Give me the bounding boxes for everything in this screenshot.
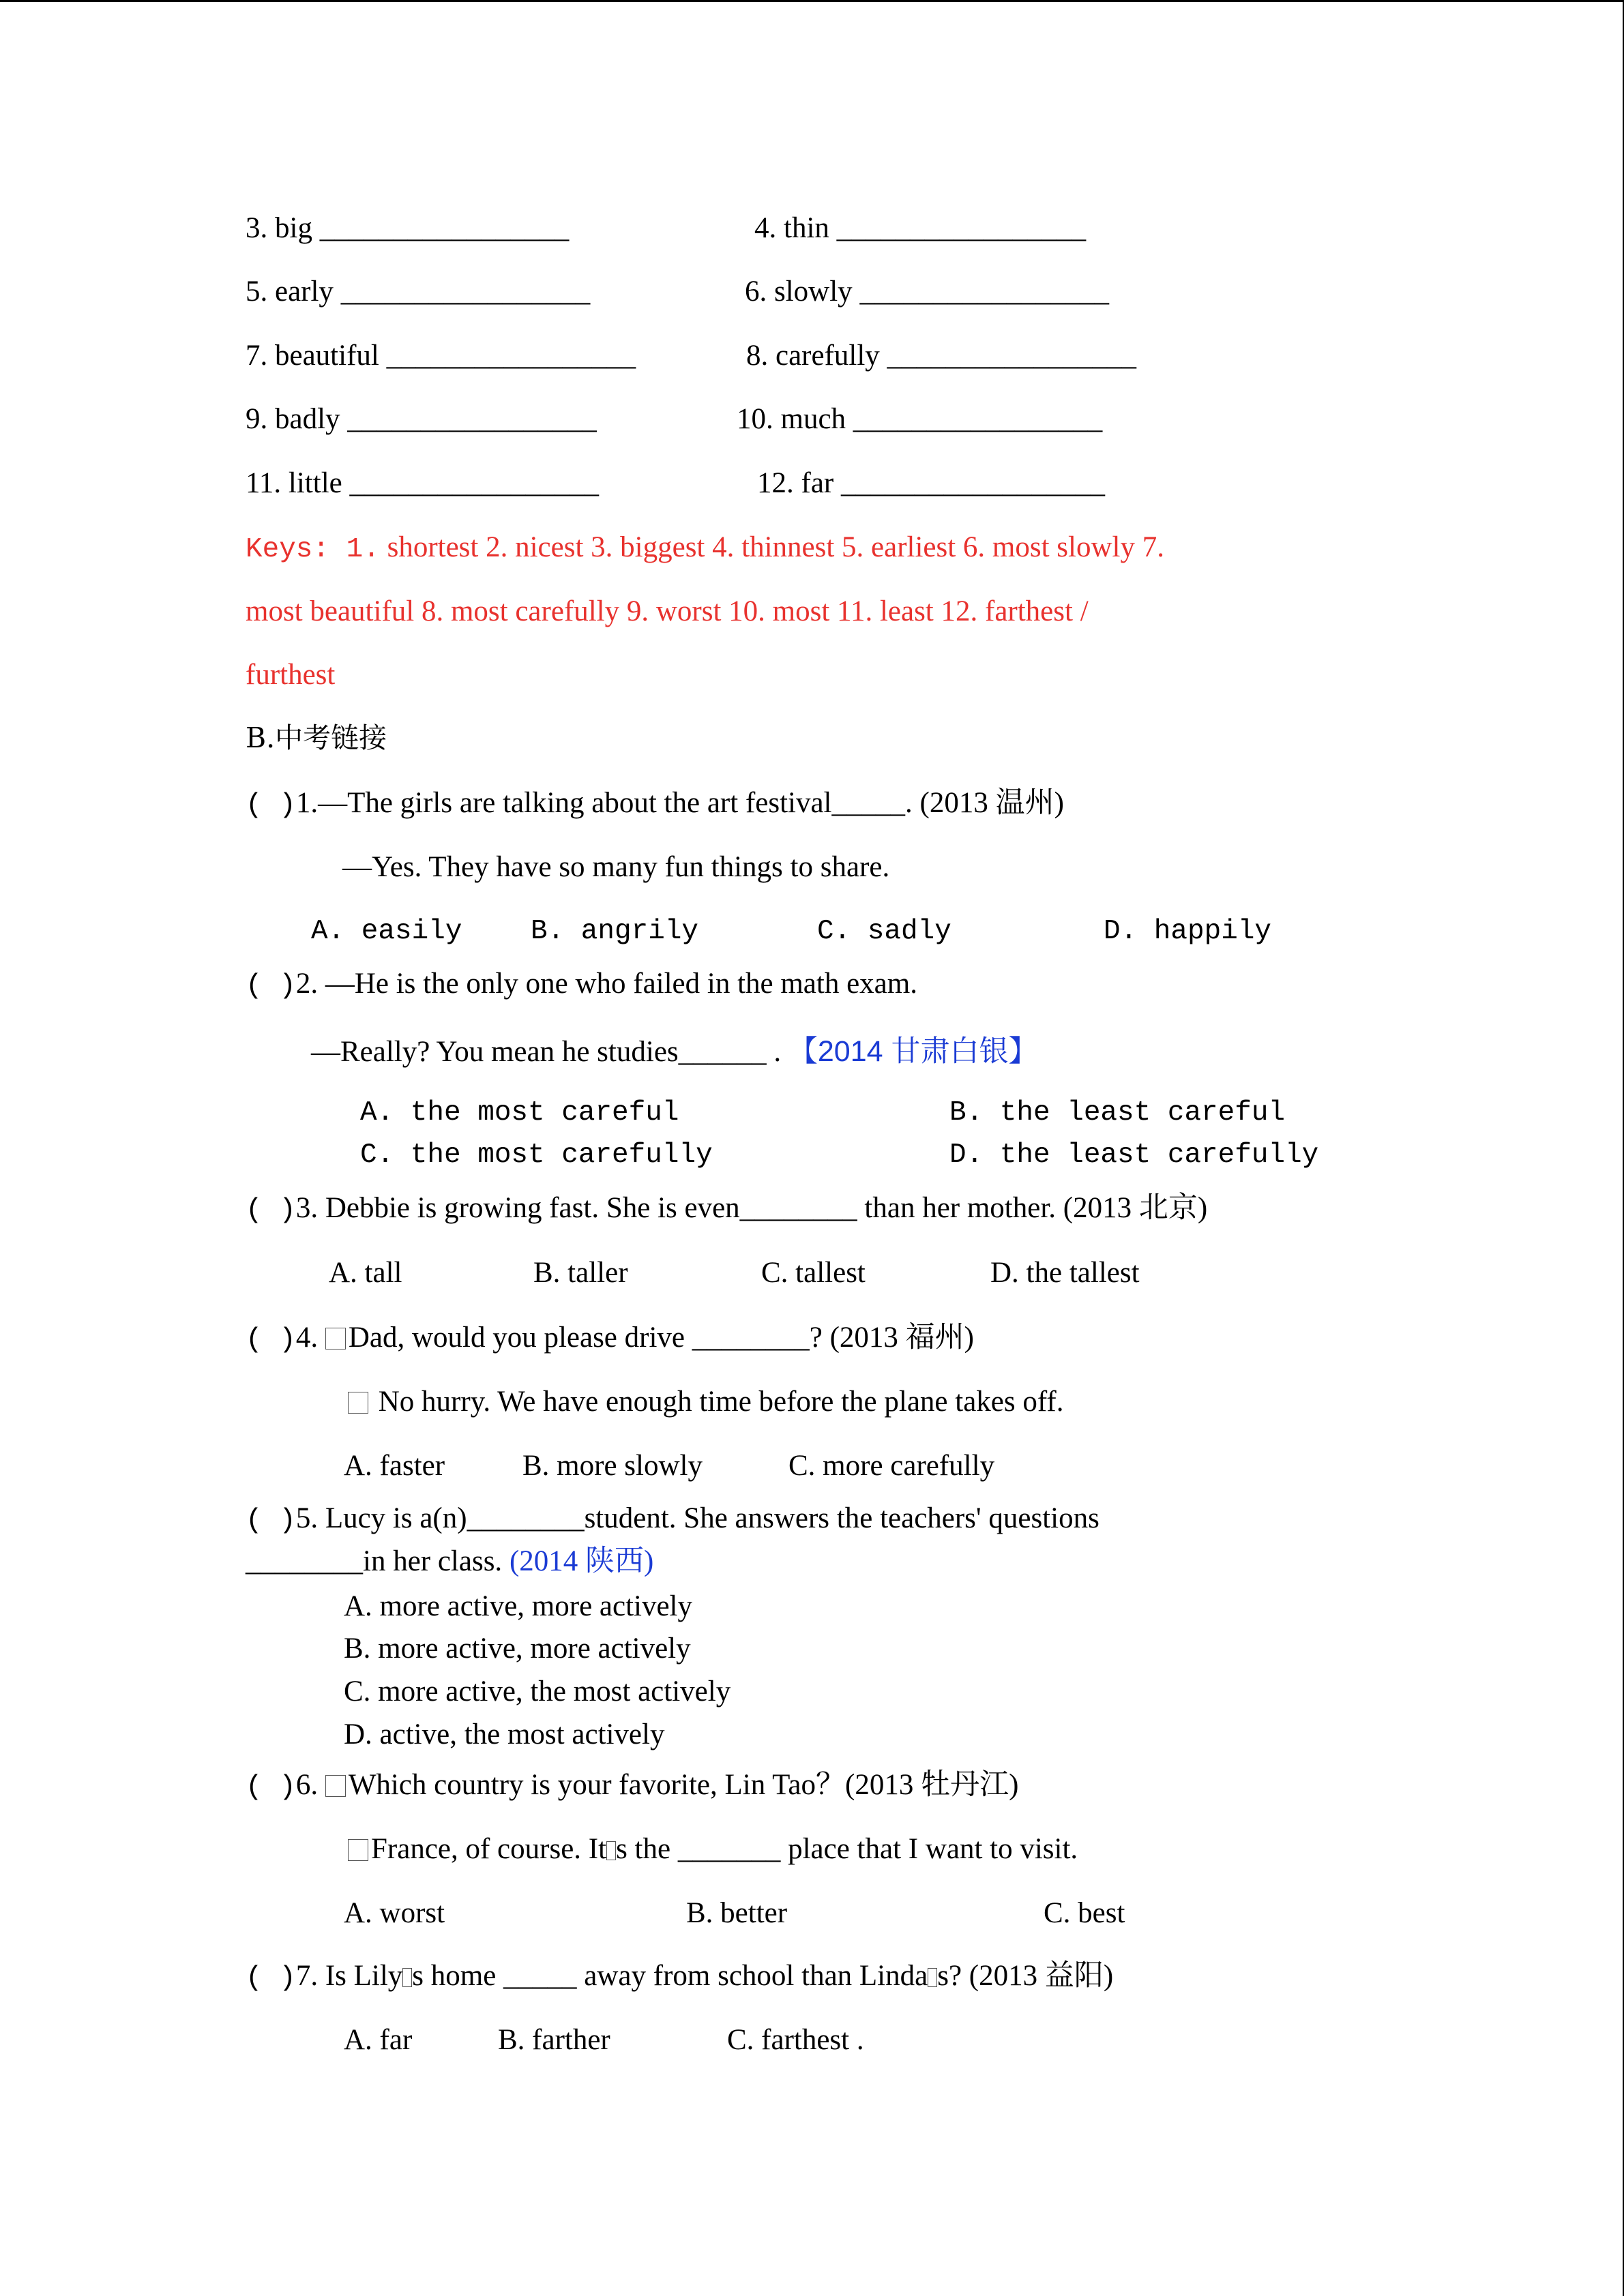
question-1: ( )1.—The girls are talking about the art festival_____. (2013 温州) bbox=[246, 787, 1064, 821]
question-3-option-b[interactable]: B. taller bbox=[533, 1257, 628, 1289]
question-2-reply: —Really? You mean he studies______ . 【2014 甘肃白银】 bbox=[311, 1035, 1038, 1068]
question-source: (2013 北京) bbox=[1063, 1192, 1208, 1224]
question-7-option-c[interactable]: C. farthest . bbox=[727, 2024, 864, 2056]
question-6-option-b[interactable]: B. better bbox=[686, 1897, 788, 1929]
answer-blank[interactable]: _________________ bbox=[349, 467, 599, 499]
question-4-option-c[interactable]: C. more carefully bbox=[788, 1450, 995, 1482]
item-5: 5. early _________________ bbox=[246, 275, 591, 308]
question-1-option-c[interactable]: C. sadly bbox=[817, 916, 951, 947]
answer-paren[interactable]: ( ) bbox=[246, 1772, 296, 1803]
answer-keys-line-2: most beautiful 8. most carefully 9. worst 10. most 11. least 12. farthest / bbox=[246, 595, 1089, 627]
answer-paren[interactable]: ( ) bbox=[246, 1324, 296, 1356]
question-2-option-c[interactable]: C. the most carefully bbox=[360, 1139, 713, 1171]
item-8: 8. carefully _________________ bbox=[746, 340, 1137, 372]
answer-blank[interactable]: _________________ bbox=[887, 340, 1137, 372]
question-7-option-a[interactable]: A. far bbox=[344, 2024, 413, 2056]
page-top-border bbox=[0, 0, 1624, 2]
question-5-continued: ________in her class. (2014 陕西) bbox=[246, 1545, 654, 1577]
item-12: 12. far __________________ bbox=[757, 467, 1105, 499]
item-3: 3. big _________________ bbox=[246, 212, 570, 244]
question-4-option-a[interactable]: A. faster bbox=[344, 1450, 445, 1482]
question-5: ( )5. Lucy is a(n)________student. She answers the teachers' questions bbox=[246, 1502, 1099, 1536]
answer-paren[interactable]: ( ) bbox=[246, 1505, 296, 1536]
missing-glyph-icon bbox=[348, 1839, 368, 1861]
question-5-option-a[interactable]: A. more active, more actively bbox=[344, 1590, 693, 1622]
item-11: 11. little _________________ bbox=[246, 467, 599, 499]
missing-glyph-icon bbox=[402, 1968, 412, 1987]
question-3-option-d[interactable]: D. the tallest bbox=[990, 1257, 1140, 1289]
missing-glyph-icon bbox=[928, 1968, 937, 1987]
question-5-option-d[interactable]: D. active, the most actively bbox=[344, 1718, 665, 1750]
item-7: 7. beautiful _________________ bbox=[246, 340, 636, 372]
answer-paren[interactable]: ( ) bbox=[246, 970, 296, 1002]
answer-paren[interactable]: ( ) bbox=[246, 1963, 296, 1994]
answer-blank[interactable]: _________________ bbox=[836, 212, 1087, 244]
answer-blank[interactable]: _________________ bbox=[340, 275, 591, 308]
question-4-option-b[interactable]: B. more slowly bbox=[522, 1450, 703, 1482]
question-3-option-c[interactable]: C. tallest bbox=[761, 1257, 866, 1289]
answer-blank[interactable]: _________________ bbox=[853, 403, 1103, 435]
item-6: 6. slowly _________________ bbox=[745, 275, 1109, 308]
question-source: 【2014 甘肃白银】 bbox=[788, 1035, 1038, 1068]
missing-glyph-icon bbox=[325, 1775, 346, 1797]
question-3: ( )3. Debbie is growing fast. She is even________ than her mother. (2013 北京) bbox=[246, 1192, 1208, 1226]
missing-glyph-icon bbox=[348, 1392, 368, 1414]
question-7: ( )7. Is Lily s home _____ away from school than Linda s? (2013 益阳) bbox=[246, 1960, 1114, 1994]
answer-keys-line-3: furthest bbox=[246, 659, 336, 691]
answer-blank[interactable]: _________________ bbox=[386, 340, 636, 372]
question-4-reply: No hurry. We have enough time before the plane takes off. bbox=[348, 1387, 1063, 1416]
question-source: (2014 陕西) bbox=[509, 1545, 654, 1577]
question-1-option-d[interactable]: D. happily bbox=[1104, 916, 1272, 947]
question-6-reply: France, of course. It s the _______ place that I want to visit. bbox=[348, 1834, 1078, 1864]
question-4: ( )4. Dad, would you please drive ________? (2013 福州) bbox=[246, 1322, 974, 1356]
question-2: ( )2. —He is the only one who failed in the math exam. bbox=[246, 968, 917, 1002]
question-6-option-a[interactable]: A. worst bbox=[344, 1897, 445, 1929]
question-5-option-b[interactable]: B. more active, more actively bbox=[344, 1632, 691, 1665]
keys-prefix: Keys: 1. bbox=[246, 534, 380, 565]
missing-glyph-icon bbox=[606, 1841, 616, 1860]
answer-paren[interactable]: ( ) bbox=[246, 790, 296, 821]
answer-blank[interactable]: _________________ bbox=[319, 212, 570, 244]
item-9: 9. badly _________________ bbox=[246, 403, 597, 435]
question-2-option-a[interactable]: A. the most careful bbox=[360, 1097, 679, 1129]
question-6-option-c[interactable]: C. best bbox=[1044, 1897, 1125, 1929]
question-6: ( )6. Which country is your favorite, Lin Tao？(2013 牡丹江) bbox=[246, 1769, 1019, 1803]
question-2-option-d[interactable]: D. the least carefully bbox=[949, 1139, 1319, 1171]
missing-glyph-icon bbox=[325, 1328, 346, 1350]
answer-keys-line-1: Keys: 1. shortest 2. nicest 3. biggest 4. thinnest 5. earliest 6. most slowly 7. bbox=[246, 531, 1164, 565]
question-3-option-a[interactable]: A. tall bbox=[329, 1257, 402, 1289]
item-10: 10. much _________________ bbox=[737, 403, 1103, 435]
question-source: (2013 温州) bbox=[919, 787, 1064, 819]
question-5-option-c[interactable]: C. more active, the most actively bbox=[344, 1675, 731, 1708]
question-7-option-b[interactable]: B. farther bbox=[498, 2024, 610, 2056]
answer-blank[interactable]: _________________ bbox=[859, 275, 1109, 308]
question-1-reply: —Yes. They have so many fun things to share. bbox=[342, 851, 890, 883]
answer-paren[interactable]: ( ) bbox=[246, 1195, 296, 1226]
item-4: 4. thin _________________ bbox=[754, 212, 1087, 244]
question-source: (2013 益阳) bbox=[969, 1960, 1114, 1992]
question-1-option-a[interactable]: A. easily bbox=[311, 916, 462, 947]
answer-blank[interactable]: __________________ bbox=[840, 467, 1105, 499]
section-b-heading: B.中考链接 bbox=[246, 721, 387, 754]
answer-blank[interactable]: _________________ bbox=[347, 403, 597, 435]
question-1-option-b[interactable]: B. angrily bbox=[531, 916, 699, 947]
question-2-option-b[interactable]: B. the least careful bbox=[949, 1097, 1286, 1129]
